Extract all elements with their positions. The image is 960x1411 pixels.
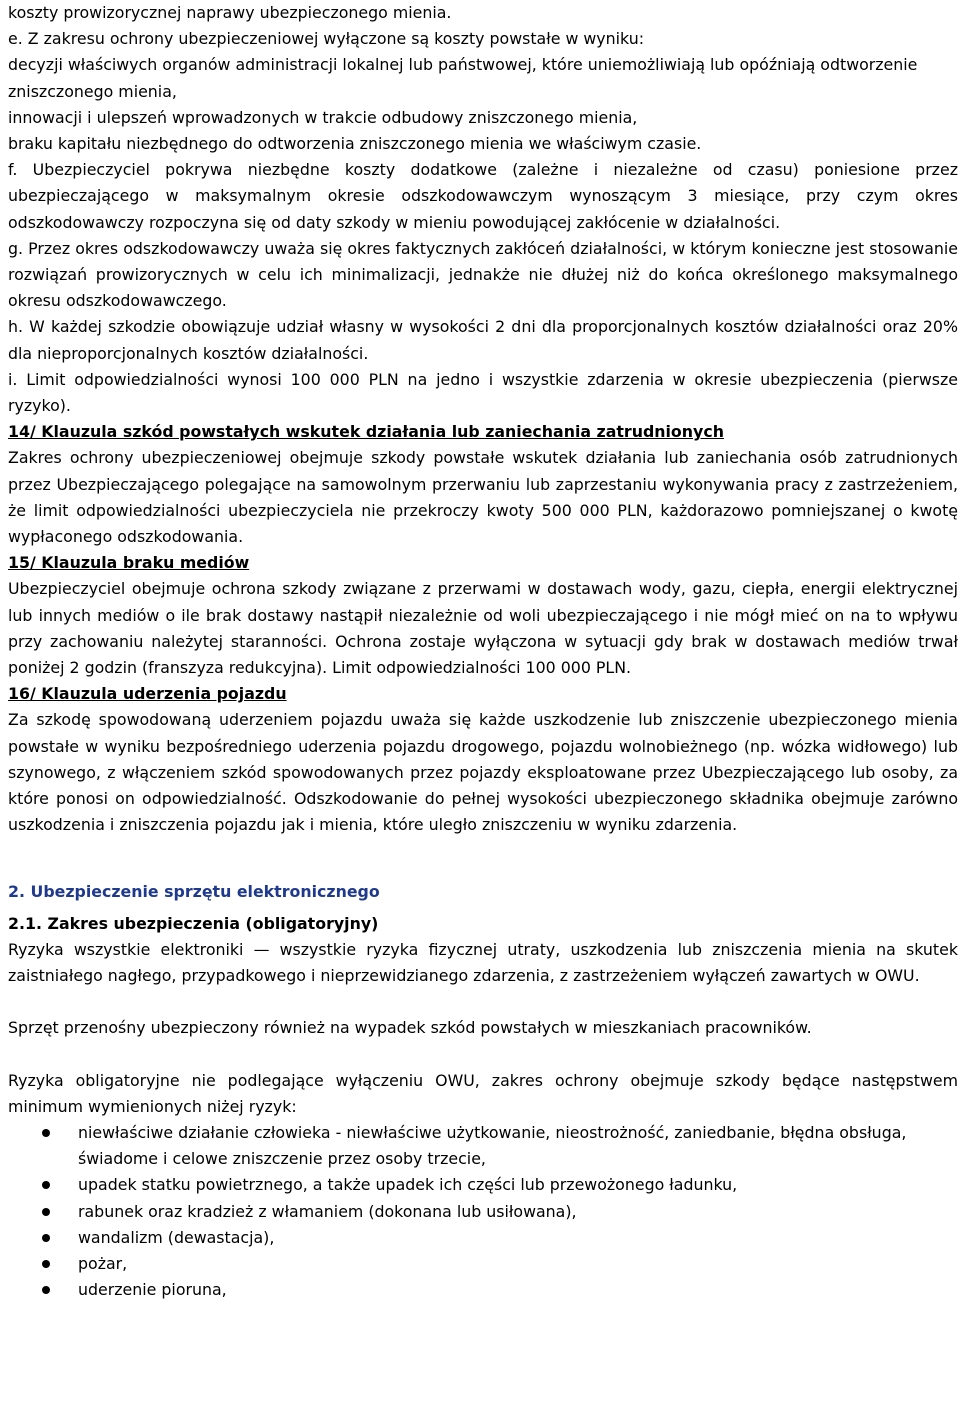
bullet-icon <box>42 1129 50 1137</box>
list-item-text: niewłaściwe działanie człowieka - niewłaściwe użytkowanie, nieostrożność, zaniedbanie, błędna obsługa, świadome i celowe zniszczenie przez osoby trzecie, <box>78 1122 907 1169</box>
clause-16-title: 16/ Klauzula uderzenia pojazdu <box>8 684 287 704</box>
list-item-g: g. Przez okres odszkodowawczy uważa się okres faktycznych zakłóceń działalności, w którym konieczne jest stosowanie rozwiązań prowizorycznych w celu ich minimalizacji, jednakże nie dłużej niż do końca określonego maksymalnego okresu odszkodowawczego. <box>8 238 958 311</box>
spacer <box>8 839 958 865</box>
clause-15-title: 15/ Klauzula braku mediów <box>8 553 250 573</box>
list-item-f: f. Ubezpieczyciel pokrywa niezbędne koszty dodatkowe (zależne i niezależne od czasu) poniesione przez ubezpieczającego w maksymalnym okresie odszkodowawczym wynoszącym 3 miesiące, przy czym okres odszkodowawczy rozpoczyna się od daty szkody w mieniu powodującej zakłócenie w działalności. <box>8 160 958 232</box>
clause-14-title: 14/ Klauzula szkód powstałych wskutek działania lub zaniechania zatrudnionych <box>8 422 724 442</box>
text-line: braku kapitału niezbędnego do odtworzenia zniszczonego mienia we właściwym czasie. <box>8 134 702 154</box>
bullet-icon <box>42 1181 50 1189</box>
list-item <box>8 1172 958 1198</box>
list-item-text: upadek statku powietrznego, a także upadek ich części lub przewożonego ładunku, <box>78 1175 738 1195</box>
list-item <box>8 1251 958 1277</box>
clause-16-body: Za szkodę spowodowaną uderzeniem pojazdu uważa się każde uszkodzenie lub zniszczenie ubezpieczonego mienia powstałe w wyniku bezpośredniego uderzenia pojazdu drogowego, pojazdu wolnobieżnego (np. wózka widłowego) lub szynowego, z włączeniem szkód spowodowanych przez pojazdy eksploatowane przez Ubezpieczającego lub osoby, za które ponosi on odpowiedzialność. Odszkodowanie do pełnej wysokości ubezpieczonego składnika obejmuje zarówno uszkodzenia i zniszczenia pojazdu jak i mienia, które uległo zniszczeniu w wyniku zdarzenia. <box>8 710 958 835</box>
bullet-icon <box>42 1260 50 1268</box>
section-2-para-1: Ryzyka wszystkie elektroniki — wszystkie ryzyka fizycznej utraty, uszkodzenia lub zniszczenia mienia na skutek zaistniałego nagłego, przypadkowego i nieprzewidzianego zdarzenia, z zastrzeżeniem wyłączeń zawartych w OWU. <box>8 939 958 986</box>
list-item-text: wandalizm (dewastacja), <box>78 1227 275 1247</box>
list-item-text: uderzenie pioruna, <box>78 1280 227 1300</box>
spacer <box>8 1042 958 1068</box>
list-item <box>8 1199 958 1225</box>
bullet-icon <box>42 1286 50 1294</box>
list-item-text: pożar, <box>78 1253 128 1273</box>
clause-14-body: Zakres ochrony ubezpieczeniowej obejmuje szkody powstałe wskutek działania lub zaniechania osób zatrudnionych przez Ubezpieczającego polegające na samowolnym przerwaniu lub zaprzestaniu wykonywania pracy z zastrzeżeniem, że limit odpowiedzialności ubezpieczyciela nie przekroczy kwoty 500 000 PLN, każdorazowo pomniejszanej o kwotę wypłaconego odszkodowania. <box>8 448 958 547</box>
list-item-e: e. Z zakresu ochrony ubezpieczeniowej wyłączone są koszty powstałe w wyniku: <box>8 29 645 49</box>
bullet-icon <box>42 1234 50 1242</box>
text-line: koszty prowizorycznej naprawy ubezpieczonego mienia. <box>8 3 452 22</box>
list-item <box>8 1120 958 1172</box>
list-item <box>8 1225 958 1251</box>
text-line: decyzji właściwych organów administracji lokalnej lub państwowej, które uniemożliwiają lub opóźniają odtworzenie zniszczonego mienia, <box>8 55 918 101</box>
clause-15-body: Ubezpieczyciel obejmuje ochrona szkody związane z przerwami w dostawach wody, gazu, ciepła, energii elektrycznej lub innych mediów o ile brak dostawy nastąpił niezależnie od woli ubezpieczającego i nie mógł mieć on na to wpływu przy zachowaniu należytej staranności. Ochrona zostaje wyłączona w sytuacji gdy brak w dostawach mediów trwał poniżej 2 godzin (franszyza redukcyjna). Limit odpowiedzialności 100 000 PLN. <box>8 579 958 678</box>
spacer <box>8 989 958 1015</box>
list-item-text: rabunek oraz kradzież z włamaniem (dokonana lub usiłowana), <box>78 1201 577 1221</box>
risk-list <box>8 1120 958 1303</box>
list-item-i: i. Limit odpowiedzialności wynosi 100 000 PLN na jedno i wszystkie zdarzenia w okresie ubezpieczenia (pierwsze ryzyko). <box>8 369 958 416</box>
document-page <box>8 0 958 1303</box>
spacer <box>8 865 958 879</box>
section-2-para-2: Sprzęt przenośny ubezpieczony również na wypadek szkód powstałych w mieszkaniach pracowników. <box>8 1018 812 1038</box>
bullet-icon <box>42 1208 50 1216</box>
section-2-heading: 2. Ubezpieczenie sprzętu elektronicznego <box>8 881 380 901</box>
text-line: innowacji i ulepszeń wprowadzonych w trakcie odbudowy zniszczonego mienia, <box>8 107 638 127</box>
list-item <box>8 1277 958 1303</box>
list-item-h: h. W każdej szkodzie obowiązuje udział własny w wysokości 2 dni dla proporcjonalnych kosztów działalności oraz 20% dla nieproporcjonalnych kosztów działalności. <box>8 317 958 363</box>
section-2-para-3: Ryzyka obligatoryjne nie podlegające wyłączeniu OWU, zakres ochrony obejmuje szkody będące następstwem minimum wymienionych niżej ryzyk: <box>8 1070 958 1116</box>
section-2-1-subheading: 2.1. Zakres ubezpieczenia (obligatoryjny) <box>8 913 379 933</box>
